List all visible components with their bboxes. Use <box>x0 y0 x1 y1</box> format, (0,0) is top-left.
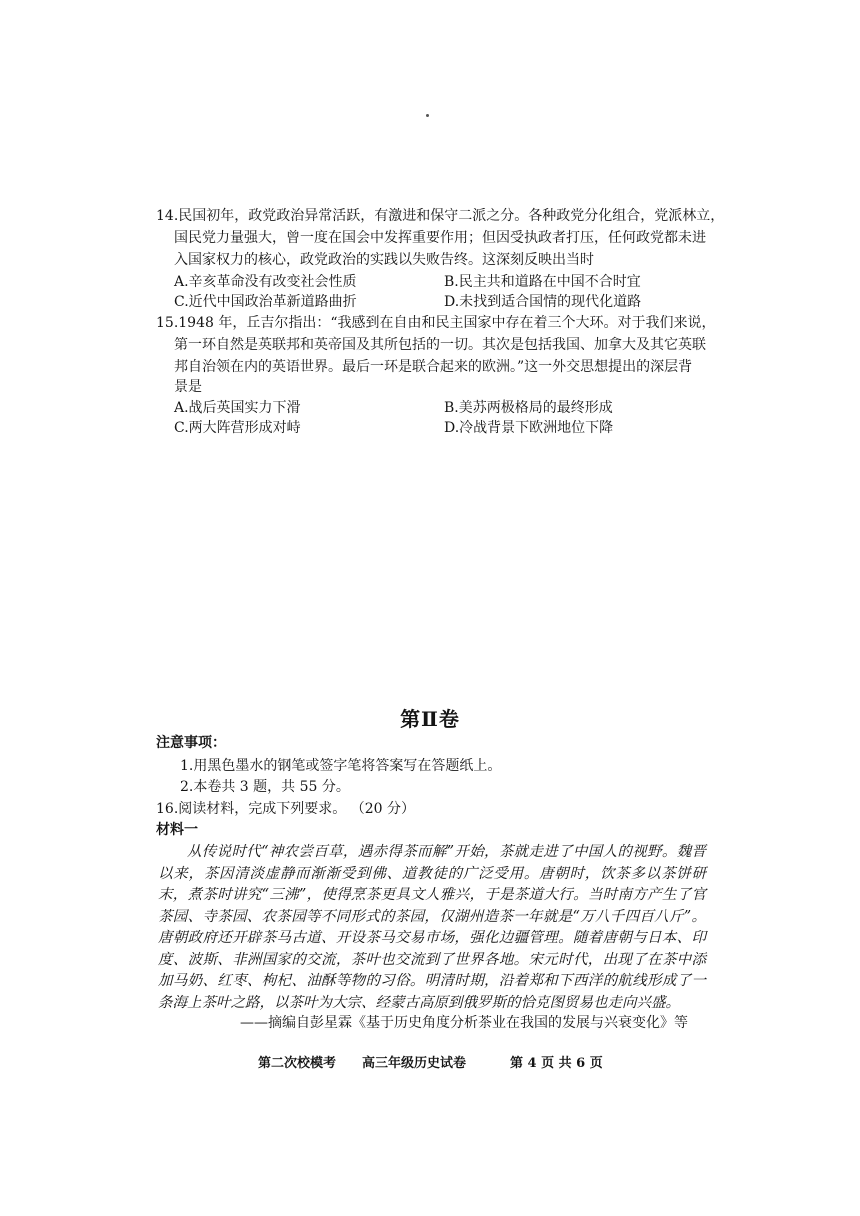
material-source: ——摘编自彭星霖《基于历史角度分析茶业在我国的发展与兴衰变化》等 <box>240 1015 688 1031</box>
notice-item-1: 1.用黑色墨水的钢笔或签字笔将答案写在答题纸上。 <box>180 758 502 774</box>
q15-line-3: 邦自治领在内的英语世界。最后一环是联合起来的欧洲。”这一外交思想提出的深层背 <box>174 359 693 375</box>
q14-line-2: 国民党力量强大，曾一度在国会中发挥重要作用；但因受执政者打压，任何政党都未进 <box>174 230 706 246</box>
q14-option-c: C.近代中国政治革新道路曲折 <box>174 294 357 310</box>
q15-option-c: C.两大阵营形成对峙 <box>174 420 301 436</box>
q15-option-b: B.美苏两极格局的最终形成 <box>444 400 613 416</box>
q14-line-3: 入国家权力的核心，政党政治的实践以失败告终。这深刻反映出当时 <box>174 252 594 268</box>
section-title: 第Ⅱ卷 <box>400 707 460 731</box>
footer-page: 第 4 页 共 6 页 <box>510 1056 603 1071</box>
q14-option-b: B.民主共和道路在中国不合时宜 <box>444 274 641 290</box>
notice-heading: 注意事项： <box>156 735 226 751</box>
q14-line-1: 14.民国初年，政党政治异常活跃，有激进和保守二派之分。各种政党分化组合，党派林立， <box>156 208 725 224</box>
scan-speck <box>426 114 429 117</box>
q14-option-d: D.未找到适合国情的现代化道路 <box>444 294 642 310</box>
material-text: 从传说时代“神农尝百草，遇赤得茶而解”开始，茶就走进了中国人的视野。魏晋以来，茶因清淡虚静而渐渐受到佛、道教徒的广泛受用。唐朝时，饮茶多以茶饼研末，煮茶时讲究“三沸”，使得烹茶更具文人雅兴，于是茶道大行。当时南方产生了官茶园、寺茶园、农茶园等不同形式的茶园，仅湖州造茶一年就是“万八千四百八斤”。唐朝政府还开辟茶马古道、开设茶马交易市场，强化边疆管理。随着唐朝与日本、印度、波斯、非洲国家的交流，茶叶也交流到了世界各地。宋元时代，出现了在茶中添加马奶、红枣、枸杞、油酥等物的习俗。明清时期，沿着郑和下西洋的航线形成了一条海上茶叶之路，以茶叶为大宗、经蒙古高原到俄罗斯的恰克图贸易也走向兴盛。 <box>158 844 706 1011</box>
q16-prompt: 16.阅读材料，完成下列要求。 （20 分） <box>156 801 415 817</box>
material-label: 材料一 <box>156 822 198 838</box>
footer-exam: 第二次校模考 <box>258 1056 337 1071</box>
footer-subject: 高三年级历史试卷 <box>362 1056 467 1071</box>
q15-line-4: 景是 <box>174 379 202 395</box>
q15-line-1: 15.1948 年，丘吉尔指出：“我感到在自由和民主国家中存在着三个大环。对于我们来说， <box>156 315 716 331</box>
q15-line-2: 第一环自然是英联邦和英帝国及其所包括的一切。其次是包括我国、加拿大及其它英联 <box>174 337 706 353</box>
notice-item-2: 2.本卷共 3 题，共 55 分。 <box>180 779 350 795</box>
q15-option-d: D.冷战背景下欧洲地位下降 <box>444 420 614 436</box>
q15-option-a: A.战后英国实力下滑 <box>174 400 301 416</box>
q14-option-a: A.辛亥革命没有改变社会性质 <box>174 274 357 290</box>
